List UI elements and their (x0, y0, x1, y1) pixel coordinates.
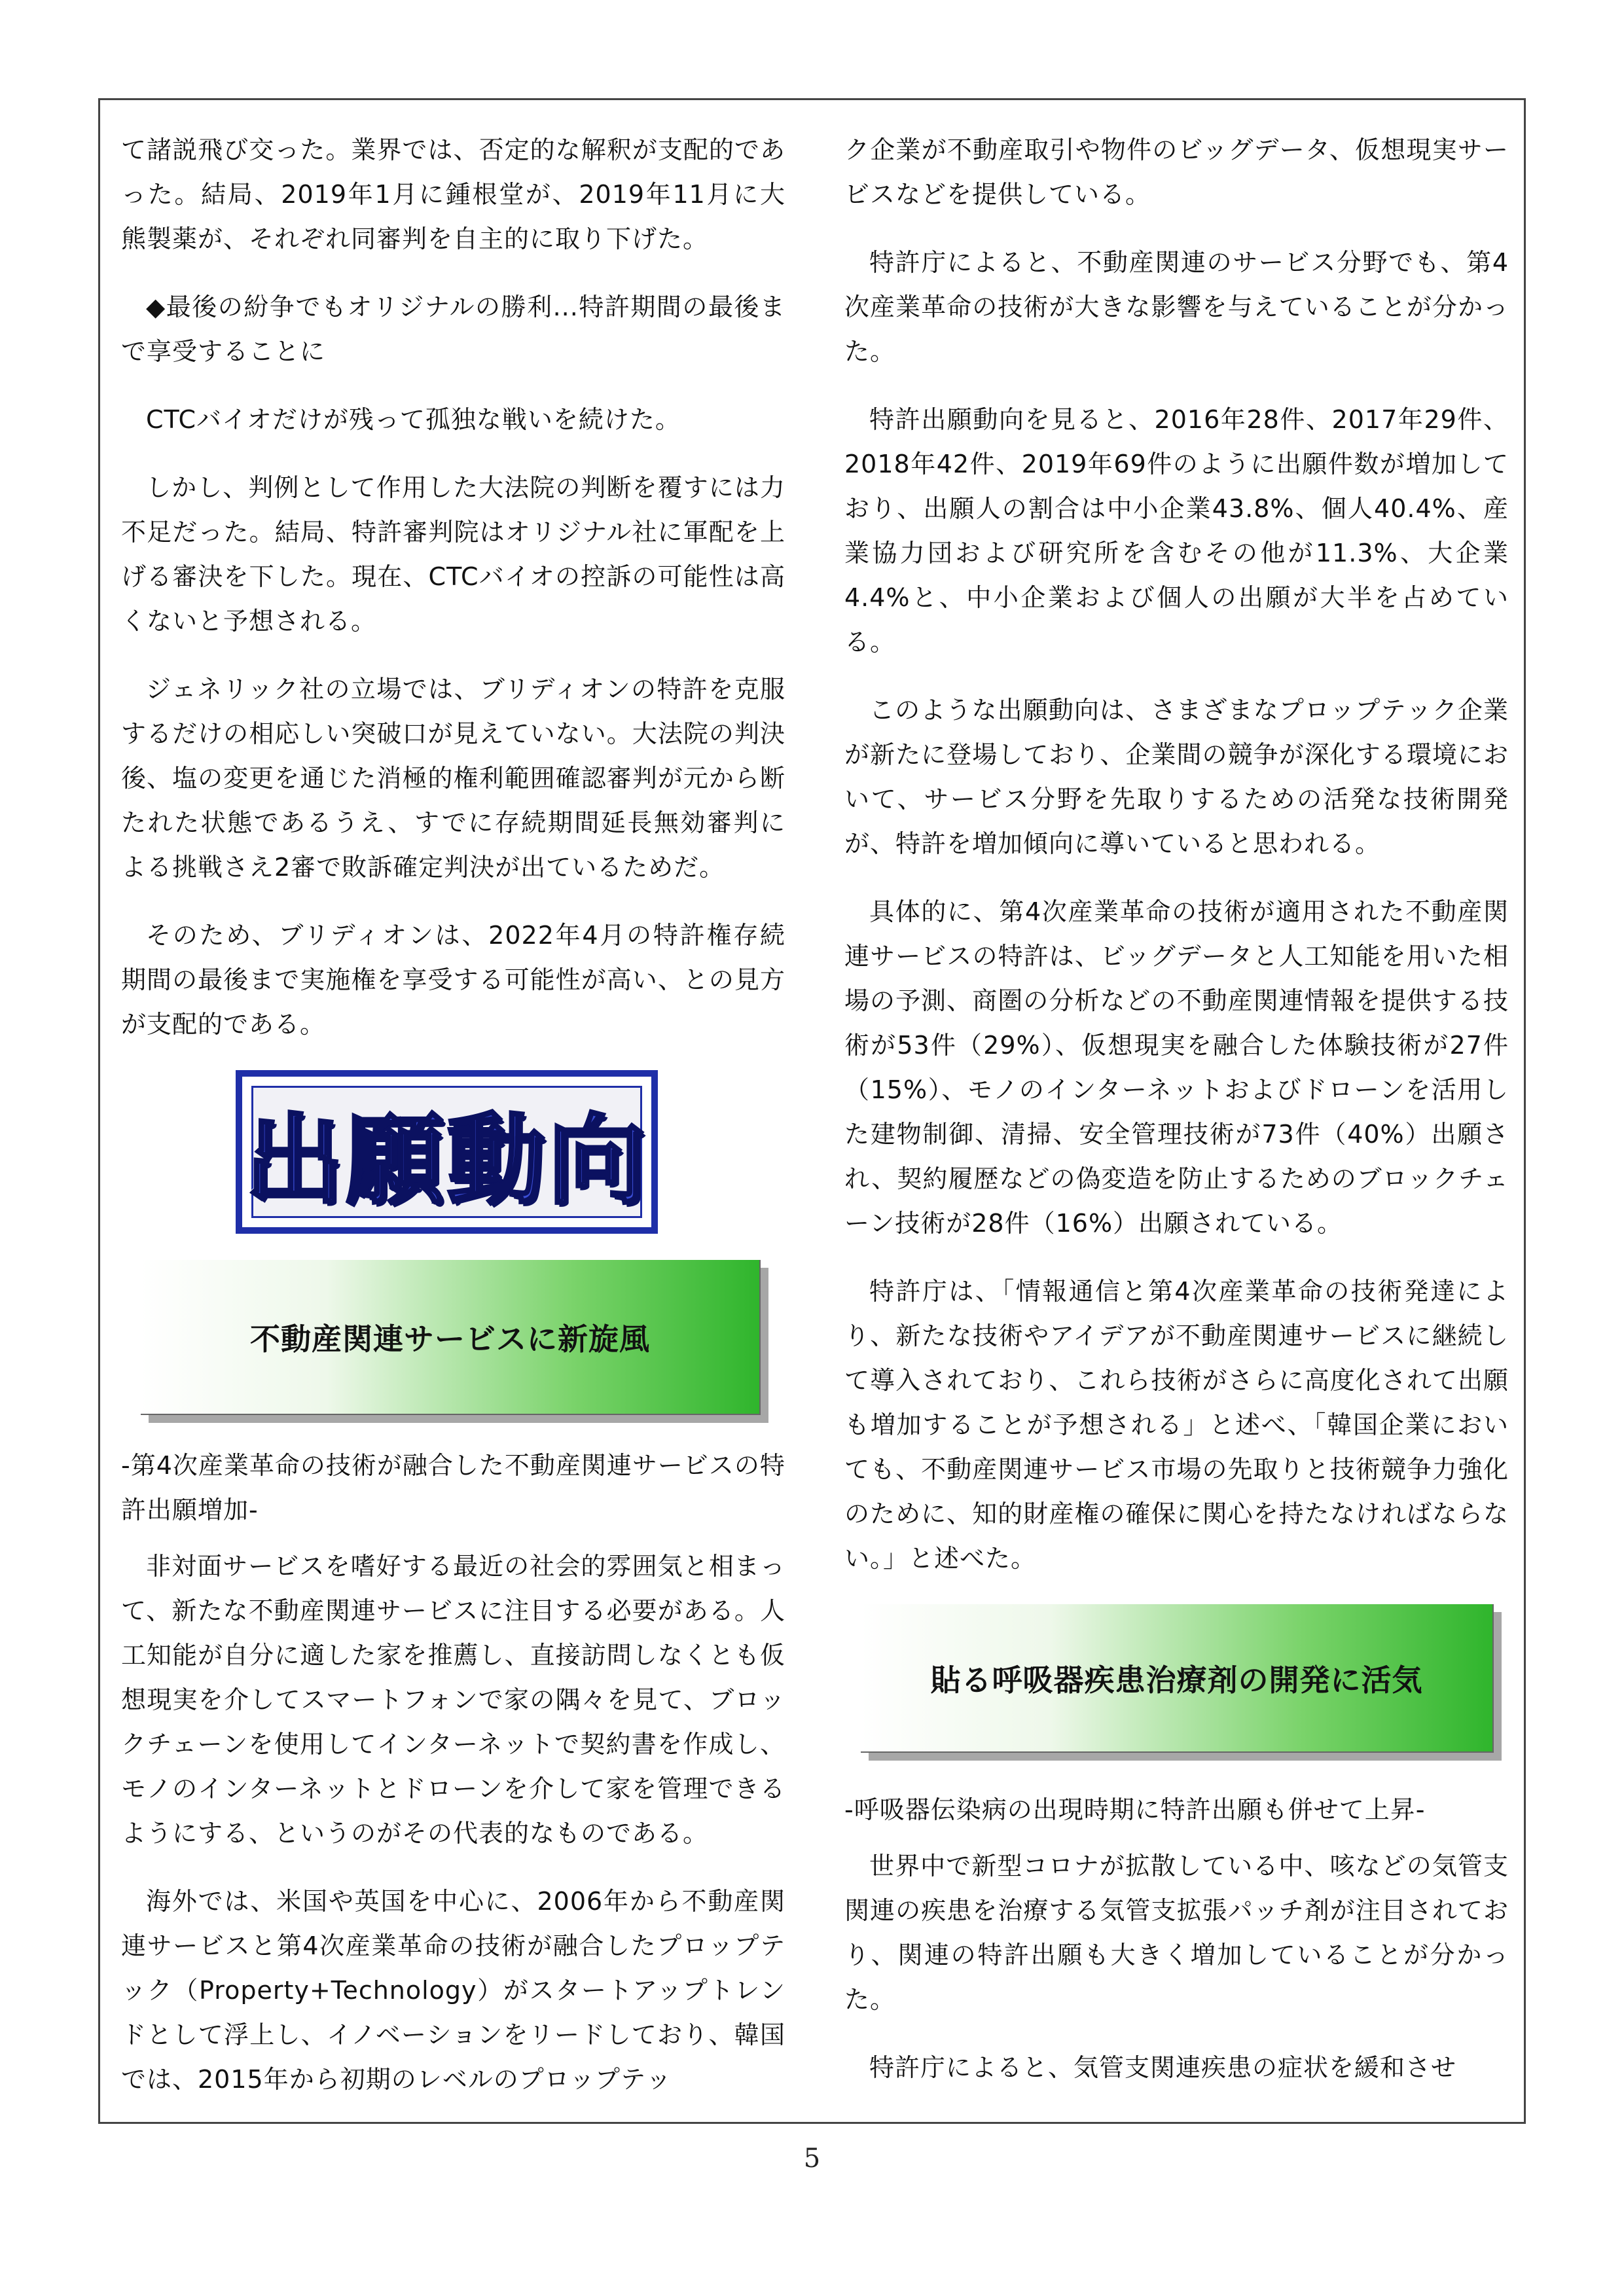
right-column (844, 128, 1509, 2113)
paragraph: ク企業が不動産取引や物件のビッグデータ、仮想現実サービスなどを提供している。 (844, 135, 1509, 209)
left-column (121, 128, 785, 2125)
article-subtitle: -第4次産業革命の技術が融合した不動産関連サービスの特許出願増加- (121, 1451, 785, 1524)
article-banner-wrap (844, 1604, 1509, 1771)
page-number: 5 (803, 2144, 821, 2174)
paragraph: ジェネリック社の立場では、ブリディオンの特許を克服するだけの相応しい突破口が見えていない。大法院の判決後、塩の変更を通じた消極的権利範囲確認審判が元から断たれた状態であるうえ、すでに存続期間延長無効審判による挑戦さえ2審で敗訴確定判決が出ているためだ。 (121, 675, 785, 882)
paragraph: そのため、ブリディオンは、2022年4月の特許権存続期間の最後まで実施権を享受する可能性が高い、との見方が支配的である。 (121, 921, 785, 1039)
paragraph: しかし、判例として作用した大法院の判断を覆すには力不足だった。結局、特許審判院はオリジナル社に軍配を上げる審決を下した。現在、CTCバイオの控訴の可能性は高くないと予想される。 (121, 473, 785, 636)
paragraph: て諸説飛び交った。業界では、否定的な解釈が支配的であった。結局、2019年1月に鍾根堂が、2019年11月に大熊製薬が、それぞれ同審判を自主的に取り下げた。 (121, 135, 785, 253)
section-heading-bullet: ◆最後の紛争でもオリジナルの勝利...特許期間の最後まで享受することに (121, 293, 785, 366)
article-banner-title: 貼る呼吸器疾患治療剤の開発に活気 (930, 1662, 1423, 1698)
section-title-box (236, 1070, 658, 1234)
paragraph: このような出願動向は、さまざまなプロップテック企業が新たに登場しており、企業間の競争が深化する環境において、サービス分野を先取りするための活発な技術開発が、特許を増加傾向に導いていると思われる。 (844, 696, 1509, 858)
article-banner-title: 不動産関連サービスに新旋風 (250, 1321, 650, 1357)
paragraph: 特許出願動向を見ると、2016年28件、2017年29件、2018年42件、2019年69件のように出願件数が増加しており、出願人の割合は中小企業43.8%、個人40.4%、産業協力団および研究所を含むその他が11.3%、大企業4.4%と、中小企業および個人の出願が大半を占めている。 (844, 405, 1509, 656)
paragraph: 特許庁によると、不動産関連のサービス分野でも、第4次産業革命の技術が大きな影響を与えていることが分かった。 (844, 248, 1509, 366)
paragraph: 非対面サービスを嗜好する最近の社会的雰囲気と相まって、新たな不動産関連サービスに注目する必要がある。人工知能が自分に適した家を推薦し、直接訪問しなくとも仮想現実を介してスマートフォンで家の隅々を見て、ブロックチェーンを使用してインターネットで契約書を作成し、モノのインターネットとドローンを介して家を管理できるようにする、というのがその代表的なものである。 (121, 1552, 785, 1848)
paragraph: 特許庁によると、気管支関連疾患の症状を緩和させ (869, 2053, 1457, 2082)
paragraph: 海外では、米国や英国を中心に、2006年から不動産関連サービスと第4次産業革命の技術が融合したプロップテック（Property+Technology）がスタートアップトレンドとして浮上し、イノベーションをリードしており、韓国では、2015年から初期のレベルのプロップテッ (121, 1887, 785, 2094)
article-banner-wrap (121, 1260, 785, 1427)
paragraph: 特許庁は、「情報通信と第4次産業革命の技術発達により、新たな技術やアイデアが不動産関連サービスに継続して導入されており、これら技術がさらに高度化されて出願も増加することが予想される」と述べ、「韓国企業においても、不動産関連サービス市場の先取りと技術競争力強化のために、知的財産権の確保に関心を持たなければならない。」と述べた。 (844, 1277, 1509, 1573)
article-banner (861, 1604, 1494, 1753)
article-banner (141, 1260, 761, 1415)
section-title: 出願動向 (245, 1104, 649, 1218)
article-subtitle: -呼吸器伝染病の出現時期に特許出願も併せて上昇- (844, 1795, 1426, 1824)
paragraph: 世界中で新型コロナが拡散している中、咳などの気管支関連の疾患を治療する気管支拡張パッチ剤が注目されており、関連の特許出願も大きく増加していることが分かった。 (844, 1852, 1509, 2014)
paragraph: CTCバイオだけが残って孤独な戦いを続けた。 (146, 405, 681, 434)
paragraph: 具体的に、第4次産業革命の技術が適用された不動産関連サービスの特許は、ビッグデータと人工知能を用いた相場の予測、商圏の分析などの不動産関連情報を提供する技術が53件（29%）、仮想現実を融合した体験技術が27件（15%）、モノのインターネットおよびドローンを活用した建物制御、清掃、安全管理技術が73件（40%）出願され、契約履歴などの偽変造を防止するためのブロックチェーン技術が28件（16%）出願されている。 (844, 897, 1509, 1238)
